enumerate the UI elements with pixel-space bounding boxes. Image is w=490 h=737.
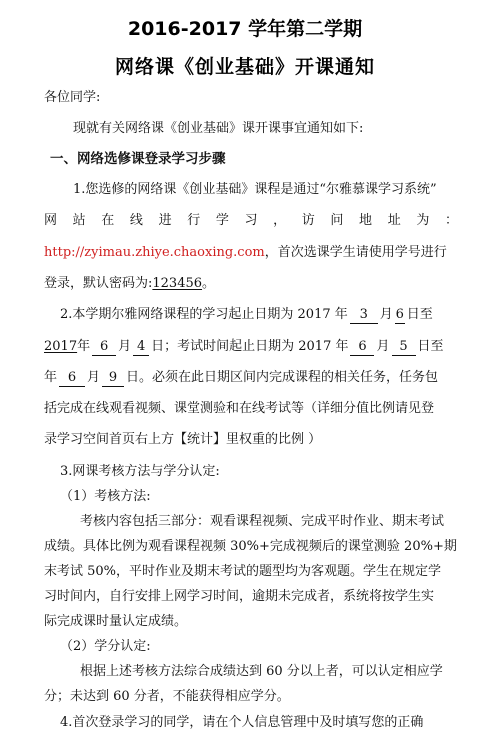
item2-text: 月 xyxy=(376,339,390,354)
spread-char: 行 xyxy=(187,213,201,228)
item2-text: 年 xyxy=(77,339,91,354)
item1-url-line xyxy=(44,243,458,263)
exam-start-day-blank: 5 xyxy=(392,339,416,356)
spread-char: ： xyxy=(444,213,458,228)
end-day-blank: 4 xyxy=(133,339,149,356)
spread-char: ， xyxy=(273,213,287,228)
item2-text: 日至 xyxy=(406,307,433,322)
item3-heading: 3.网课考核方法与学分认定: xyxy=(60,464,220,479)
item3-sub1-line1: 考核内容包括三部分：观看课程视频、完成平时作业、期末考试 xyxy=(80,514,445,529)
item2-text: 日。必须在此日期区间内完成课程的相关任务，任务包 xyxy=(126,370,439,385)
item2-line3 xyxy=(44,368,458,388)
doc-title-line1: 2016-2017 学年第二学期 xyxy=(127,18,363,40)
item3-sub2-line2: 分；未达到 60 分者，不能获得相应学分。 xyxy=(44,689,290,704)
item2-text: 月 xyxy=(379,307,393,322)
start-month-blank: 3 xyxy=(350,307,378,324)
item1-line1: 1.您选修的网络课《创业基础》课程是通过“尔雅慕课学习系统” xyxy=(73,182,437,197)
section1-heading: 一、网络选修课登录学习步骤 xyxy=(50,151,226,167)
exam-start-month-blank: 6 xyxy=(350,339,374,356)
spread-char: 习 xyxy=(244,213,258,228)
item3-sub1-heading: （1）考核方法: xyxy=(60,489,151,504)
item1-password-prefix: 登录，默认密码为: xyxy=(44,276,153,291)
end-year: 2017 xyxy=(44,339,78,354)
exam-end-month-blank: 6 xyxy=(59,370,85,387)
default-password: 123456 xyxy=(152,276,203,291)
spread-char: 访 xyxy=(301,213,315,228)
spread-char: 在 xyxy=(101,213,115,228)
spread-char: 站 xyxy=(72,213,86,228)
item3-sub1-line2: 成绩。具体比例为观看课程视频 30%+完成视频后的课堂测验 20%+期 xyxy=(44,539,457,554)
item3-sub1-line4: 习时间内，自行安排上网学习时间，逾期未完成者，系统将按学生实 xyxy=(44,589,435,604)
spread-char: 址 xyxy=(387,213,401,228)
exam-end-day-blank: 9 xyxy=(102,370,124,387)
spread-char: 问 xyxy=(330,213,344,228)
course-url-link[interactable]: http://zyimau.zhiye.chaoxing.com xyxy=(44,245,265,260)
item2-text: 月 xyxy=(118,339,132,354)
intro-paragraph: 现就有关网络课《创业基础》课开课事宜通知如下: xyxy=(73,121,364,136)
item1-password-suffix: 。 xyxy=(202,276,216,291)
spread-char: 线 xyxy=(129,213,143,228)
item2-line2 xyxy=(44,337,458,357)
start-day-blank: 6 xyxy=(395,307,404,322)
spread-char: 学 xyxy=(215,213,229,228)
item2-text: 月 xyxy=(87,370,101,385)
item1-url-tail: ，首次选课学生请使用学号进行 xyxy=(264,245,447,260)
item2-line4: 括完成在线观看视频、课堂测验和在线考试等（详细分值比例请见登 xyxy=(44,401,435,416)
item3-sub1-line5: 际完成课时量认定成绩。 xyxy=(44,614,188,629)
item2-line5: 录学习空间首页右上方【统计】里权重的比例 ） xyxy=(44,432,322,447)
item4-line1: 4.首次登录学习的同学，请在个人信息管理中及时填写您的正确 xyxy=(60,715,424,730)
item2-text: 日；考试时间起止日期为 2017 年 xyxy=(151,339,349,354)
spread-char: 进 xyxy=(158,213,172,228)
spread-char: 为 xyxy=(416,213,430,228)
item3-sub2-heading: （2）学分认定: xyxy=(60,639,151,654)
item2-line1 xyxy=(60,305,458,325)
item1-spread-line xyxy=(44,211,458,231)
item3-sub2-line1: 根据上述考核方法综合成绩达到 60 分以上者，可以认定相应学 xyxy=(80,664,443,679)
item1-password-line xyxy=(44,274,458,294)
spread-char: 地 xyxy=(359,213,373,228)
greeting: 各位同学: xyxy=(44,90,101,105)
spread-char: 网 xyxy=(44,213,58,228)
item3-sub1-line3: 末考试 50%，平时作业及期末考试的题型均为客观题。学生在规定学 xyxy=(44,564,442,579)
item2-text: 日至 xyxy=(417,339,444,354)
end-month-blank: 6 xyxy=(92,339,116,356)
doc-title-line2: 网络课《创业基础》开课通知 xyxy=(114,56,375,78)
item2-text: 年 xyxy=(44,370,58,385)
item2-text: 2.本学期尔雅网络课程的学习起止日期为 2017 年 xyxy=(60,307,348,322)
